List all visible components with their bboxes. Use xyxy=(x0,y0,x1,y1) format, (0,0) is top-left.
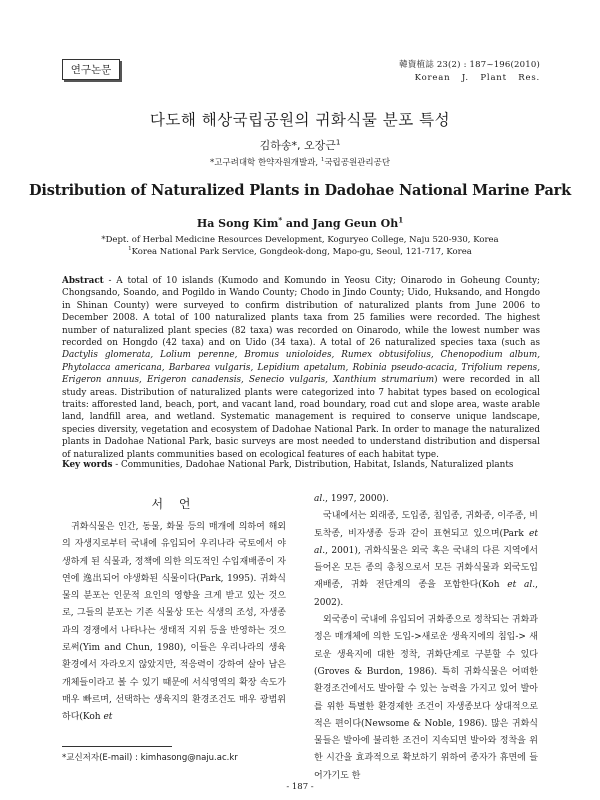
affiliation-line-1: *Dept. of Herbal Medicine Resources Development, Koguryeo College, Naju 520-930, Korea xyxy=(101,235,499,245)
footnote-divider xyxy=(62,746,172,747)
article-type-badge xyxy=(62,59,120,80)
intro-paragraph-2-etal-1: et al. xyxy=(314,528,538,556)
journal-name: Korean J. Plant Res. xyxy=(414,73,540,83)
affiliation-line-2-text: Korea National Park Service, Gongdeok-dong, Mapo-gu, Seoul, 121-717, Korea xyxy=(131,247,472,257)
intro-paragraph-1 xyxy=(62,519,286,727)
corresponding-author-footnote: *교신저자(E-mail) : kimhasong@naju.ac.kr xyxy=(62,753,238,763)
keywords-text: - Communities, Dadohae National Park, Distribution, Habitat, Islands, Naturalized plants xyxy=(112,460,514,470)
intro-paragraph-3: 외국종이 국내에 유입되어 귀화종으로 정착되는 귀화과정은 매개체에 의한 도입->새로운 생육지에의 침입-> 새로운 생육지에 대한 정착, 귀화단계로 구분할 수 있다(Groves & Burdon, 1986). 특히 귀화식물은 어떠한 환경조건에서도 발아할 수 있는 능력을 가지고 있어 발아를 위한 특별한 환경제한 조건이 자생종보다 상대적으로 적은 편이다(Newsome & Noble, 1986). 많은 귀화식물들은 발아에 불리한 조건이 지속되면 발아와 정착을 위한 시간을 효과적으로 확보하기 위하여 종자가 휴면에 들어가기도 한 xyxy=(314,615,538,781)
keywords-label: Key words xyxy=(62,460,113,470)
author-1: Ha Song Kim xyxy=(196,217,279,230)
korean-affiliation-1: *고구려대학 한약자원개발과, xyxy=(209,158,321,168)
body-column-right xyxy=(314,491,538,785)
article-type-label: 연구논문 xyxy=(70,64,112,76)
keywords xyxy=(62,459,540,471)
korean-affiliation-2: 국립공원관리공단 xyxy=(324,158,391,168)
english-title: Distribution of Naturalized Plants in Dadohae National Marine Park xyxy=(29,182,571,199)
korean-author-sup: 1 xyxy=(335,137,341,147)
affiliation-line-2 xyxy=(0,246,600,258)
section-heading-introduction: 서 언 xyxy=(151,497,197,511)
intro-continuation xyxy=(314,491,538,508)
korean-affiliation-sup: 1 xyxy=(320,157,325,164)
intro-paragraph-1-text: 귀화식물은 인간, 동물, 화물 등의 매개에 의하여 해외의 자생지로부터 국내에 유입되어 우리나라 국토에서 야생하게 된 식물과, 정책에 의한 의도적인 수입재배종이 자연에 逸出되어 야생화된 식물이다(Park, 1995). 귀화식물의 분포는 인문적 요인의 영향을 크게 받고 있는 것으로, 그들의 분포는 기존 식물상 또는 식생의 조성, 자생종과의 경쟁에서 나타나는 생태적 지위 등을 반영하는 것으로써(Yim and Chun, 1980), 이들은 우리나라의 생육환경에서 자라오지 않았지만, 적응력이 강하여 살아 남은 개체들이라고 볼 수 있기 때문에 서식영역의 확장 속도가 매우 빠르며, 선택하는 생육지의 환경조건도 매우 광범위하다(Koh xyxy=(62,522,286,723)
english-affiliation xyxy=(0,234,600,258)
abstract xyxy=(62,275,540,461)
body-column-left xyxy=(62,495,286,727)
journal-volume-pages: 韓資植誌 23(2) : 187~196(2010) xyxy=(399,60,540,70)
intro-paragraph-2-etal-2: et al. xyxy=(507,580,536,591)
intro-paragraph-2-b: , 2001), 귀화식물은 외국 혹은 국내의 다른 지역에서 들어온 모든 종의 총칭으로서 모든 귀화식물과 외국도입 재배종, 귀화 전단계의 종을 포함한다(Koh xyxy=(314,545,538,591)
intro-paragraph-2 xyxy=(314,508,538,612)
korean-title: 다도해 해상국립공원의 귀화식물 분포 특성 xyxy=(149,111,451,129)
abstract-species-list: Dactylis glomerata, Lolium perenne, Bromus unioloides, Rumex obtusifolius, Chenopodium album, Phytolacca americana, Barbarea vulgaris, Lepidium apetalum, Robinia pseudo-acacia, Trifolium repens, Erigeron annuus, Erigeron canadensis, Senecio vulgaris, Xanthium strumarium xyxy=(62,350,540,386)
author-1-sup: * xyxy=(278,215,283,225)
korean-authors xyxy=(0,137,600,153)
english-authors xyxy=(0,217,600,230)
intro-continuation-etal: al. xyxy=(314,494,326,504)
abstract-text-1: - A total of 10 islands (Kumodo and Komundo in Yeosu City; Oinarodo in Goheung County; Chongsando, Soando, and Pogildo in Wando County; Chodo in Jindo County; Uido, Huksando, and Hongdo in Shinan County) were surveyed to confirm distribution of naturalized plants from June 2006 to December 2008. A total of 100 naturalized plants taxa from 25 families were recorded. The highest number of naturalized plant species (82 taxa) was recorded on Oinarodo, while the lowest number was recorded on Hongdo (42 taxa) and on Uido (34 taxa). A total of 26 naturalized species taxa (such as xyxy=(62,276,540,349)
page-number: - 187 - xyxy=(286,782,314,792)
author-2-sup: 1 xyxy=(398,215,404,225)
intro-continuation-text: , 1997, 2000). xyxy=(325,494,389,504)
affiliation-line-2-sup: 1 xyxy=(128,246,132,253)
abstract-text-2: ) were recorded in all study areas. Distribution of naturalized plants were categorized into 7 habitat types based on ecological traits: afforested land, beach, port, and vacant land, road boundary, road cut and slope area, waste arable land, landfill area, and wetland. Systematic management is required to conserve unique landscape, species diversity, vegetation and ecosystem of Dadohae National Park. In order to manage the naturalized plants in Dadohae National Park, basic surveys are most needed to understand distribution and dispersal of naturalized plants communities based on ecological features of each habitat type. xyxy=(62,375,540,460)
abstract-label: Abstract xyxy=(62,276,104,286)
korean-affiliation xyxy=(0,156,600,168)
journal-reference xyxy=(399,59,540,85)
author-2: and Jang Geun Oh xyxy=(282,217,399,230)
intro-paragraph-2-c: , 2002). xyxy=(314,580,538,608)
intro-paragraph-1-etal: et xyxy=(103,712,113,723)
intro-paragraph-2-a: 국내에서는 외래종, 도입종, 침입종, 귀화종, 이주종, 비토착종, 비자생종 등과 같이 표현되고 있으며(Park xyxy=(314,511,538,539)
korean-author-names: 김하송*, 오장근 xyxy=(259,139,336,152)
